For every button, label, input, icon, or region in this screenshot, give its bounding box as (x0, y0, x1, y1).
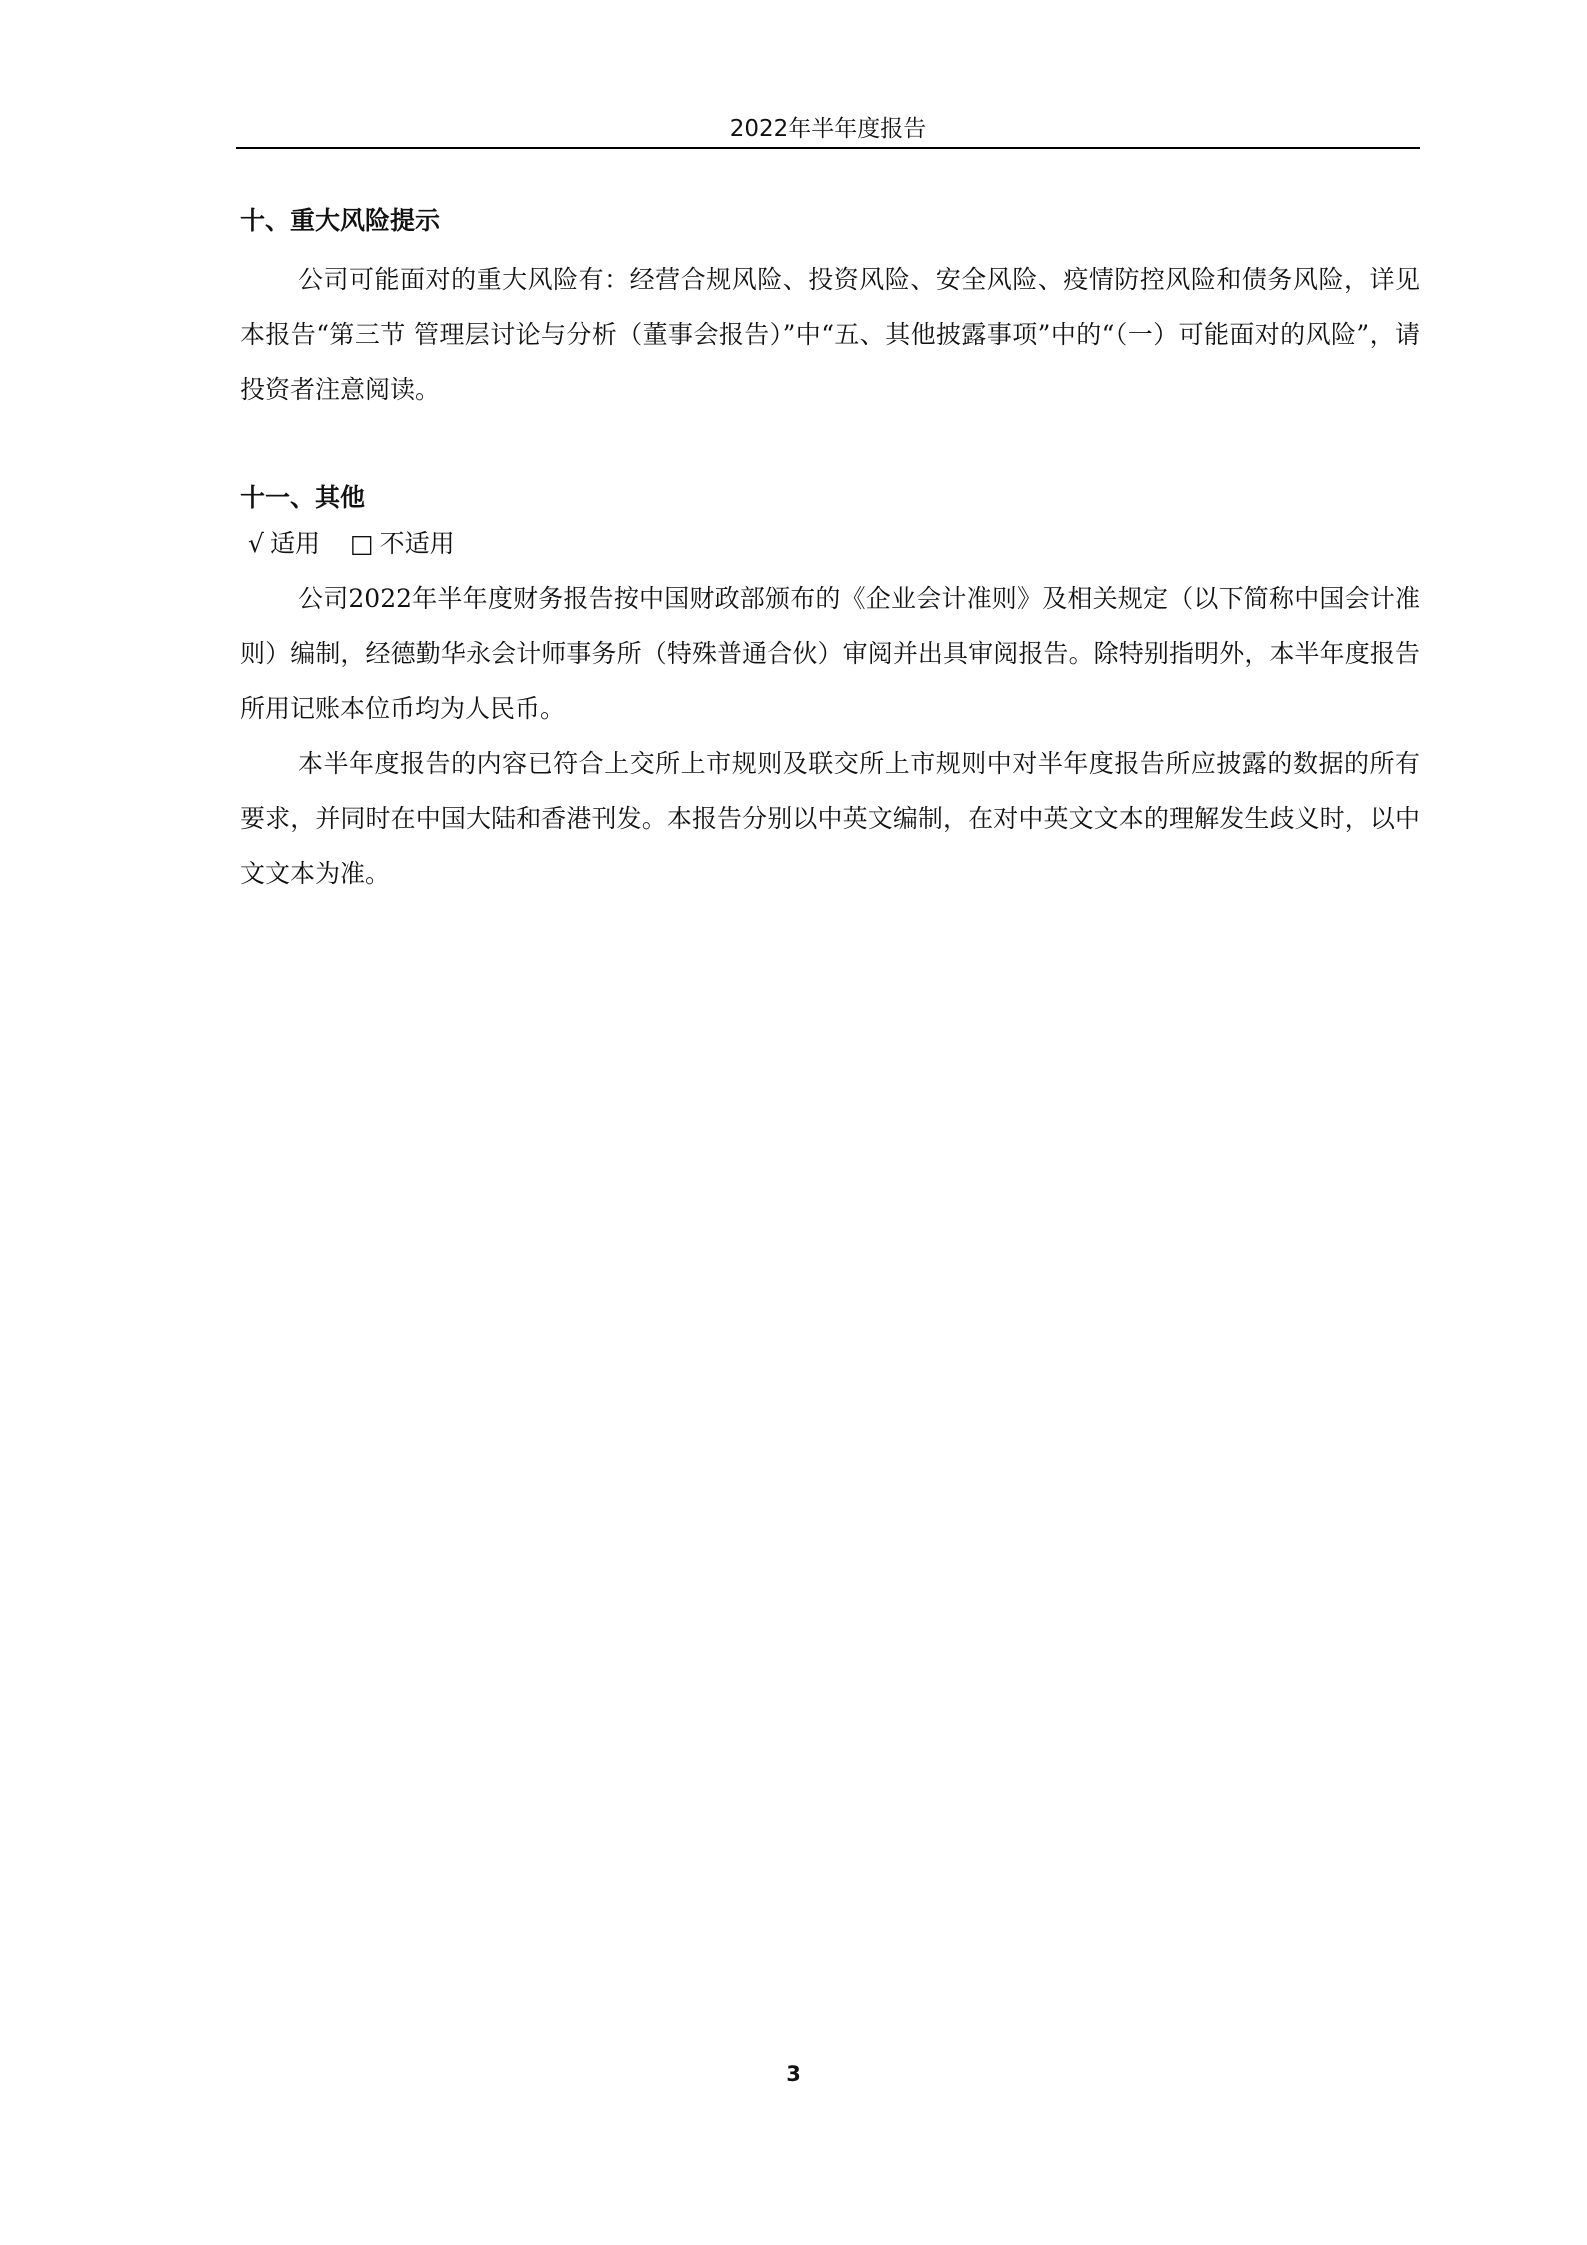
applicable-label: 适用 (269, 529, 320, 558)
section-title-other: 十一、其他 (240, 483, 366, 512)
document-body (240, 200, 1420, 901)
page-number: 3 (786, 2062, 801, 2086)
financial-report-paragraph: 公司2022年半年度财务报告按中国财政部颁布的《企业会计准则》及相关规定（以下简称中国会计准则）编制，经德勤华永会计师事务所（特殊普通合伙）审阅并出具审阅报告。除特别指明外，本半年度报告所用记账本位币均为人民币。 (240, 584, 1420, 723)
page-header: 2022年半年度报告 (236, 111, 1420, 149)
not-applicable-checkbox-icon: □ (349, 529, 374, 558)
not-applicable-label: 不适用 (379, 529, 455, 558)
section-title-major-risks: 十、重大风险提示 (240, 206, 441, 235)
applicable-check-icon: √ (248, 529, 264, 558)
disclosure-paragraph: 本半年度报告的内容已符合上交所上市规则及联交所上市规则中对半年度报告所应披露的数据的所有要求，并同时在中国大陆和香港刊发。本报告分别以中英文编制，在对中英文文本的理解发生歧义时，以中文文本为准。 (240, 749, 1420, 888)
applicability-options (248, 523, 1420, 565)
major-risks-paragraph: 公司可能面对的重大风险有：经营合规风险、投资风险、安全风险、疫情防控风险和债务风险，详见本报告“第三节 管理层讨论与分析（董事会报告）”中“五、其他披露事项”中的“（一）可能面对的风险”，请投资者注意阅读。 (240, 265, 1420, 404)
